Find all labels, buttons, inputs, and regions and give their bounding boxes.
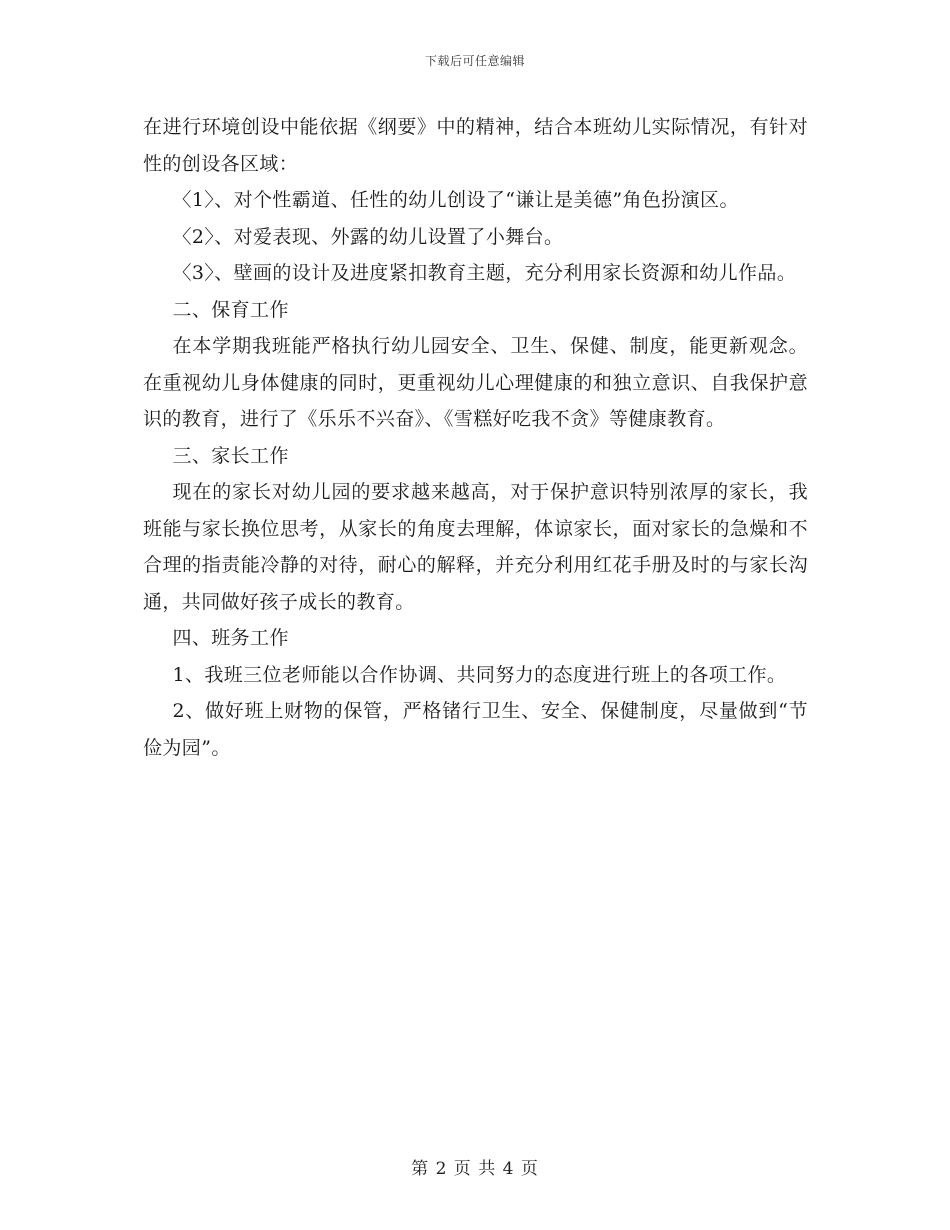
section-heading-parent-work: 三、家长工作 [172,444,289,467]
paragraph-care-work: 在本学期我班能严格执行幼儿园安全、卫生、保健、制度，能更新观念。在重视幼儿身体健康的同时，更重视幼儿心理健康的和独立意识、自我保护意识的教育，进行了《乐乐不兴奋》、《雪糕好吃我不贪》等健康教育。 [143,335,808,430]
paragraph-item-1: 〈1〉、对个性霸道、任性的幼儿创设了“谦让是美德”角色扮演区。 [172,189,739,211]
paragraph-item-3: 〈3〉、壁画的设计及进度紧扣教育主题，充分利用家长资源和幼儿作品。 [172,262,797,284]
paragraph-class-affairs-2: 2、做好班上财物的保管，严格锗行卫生、安全、保健制度，尽量做到“节俭为园”。 [143,700,808,759]
paragraph-environment-intro: 在进行环境创设中能依据《纲要》中的精神，结合本班幼儿实际情况，有针对性的创设各区域： [143,116,808,175]
paragraph-parent-work: 现在的家长对幼儿园的要求越来越高，对于保护意识特别浓厚的家长，我班能与家长换位思考，从家长的角度去理解，体谅家长，面对家长的急燥和不合理的指责能冷静的对待，耐心的解释，并充分利用红花手册及时的与家长沟通，共同做好孩子成长的教育。 [143,481,808,613]
section-heading-care-work: 二、保育工作 [172,298,289,321]
page-header-note: 下载后可任意编辑 [424,54,525,68]
paragraph-item-2: 〈2〉、对爱表现、外露的幼儿设置了小舞台。 [172,225,564,248]
page-number: 第 2 页 共 4 页 [411,1159,539,1179]
paragraph-class-affairs-1: 1、我班三位老师能以合作协调、共同努力的态度进行班上的各项工作。 [172,663,787,686]
document-body [143,109,808,766]
section-heading-class-affairs: 四、班务工作 [172,627,289,649]
